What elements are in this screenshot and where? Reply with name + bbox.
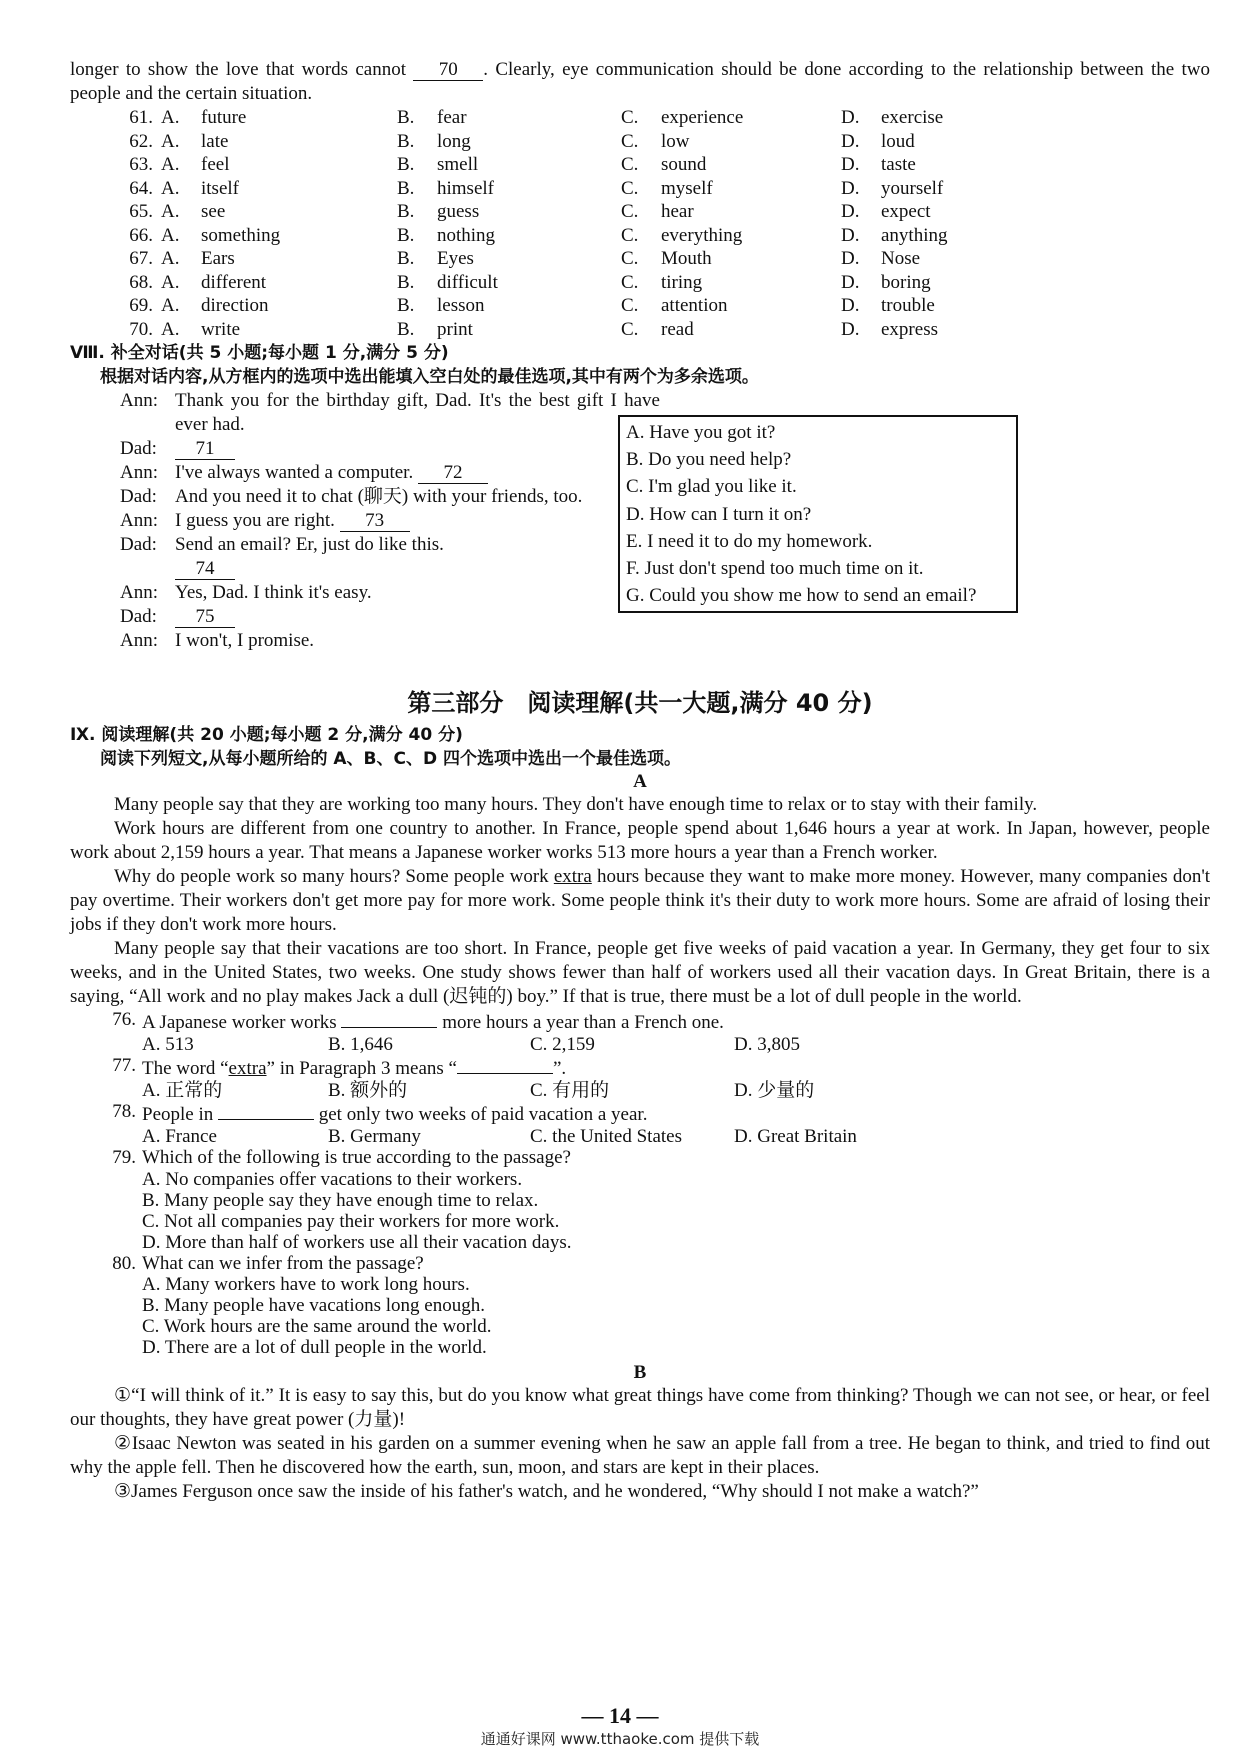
passage-a-paragraph: Work hours are different from one country to another. In France, people spend about 1,646 hours a year at work. In Japan, however, people work about 2,159 hours a year. That means a Japanese worker works 513 more hours a year than a French worker. xyxy=(70,818,1210,863)
part-3-title: 第三部分 阅读理解(共一大题,满分 40 分) xyxy=(407,689,873,717)
dialog-line xyxy=(120,557,660,581)
question-79: 79. Which of the following is true according to the passage? xyxy=(112,1147,571,1168)
dialog-option: B. Do you need help? xyxy=(626,449,792,471)
cloze-options xyxy=(70,106,1210,341)
cloze-option-row: 64. A. itself B. himself C. myself D. yourself xyxy=(129,177,944,199)
blank-70: 70 xyxy=(413,60,483,81)
passage-b-paragraph: ②Isaac Newton was seated in his garden on a summer evening when he saw an apple fall from a tree. He began to think, and tried to find out why the apple fell. Then he discovered how the earth, sun, moon, and stars are kept in their places. xyxy=(70,1433,1210,1478)
section-9-instruction: 阅读下列短文,从每小题所给的 A、B、C、D 四个选项中选出一个最佳选项。 xyxy=(100,749,681,769)
dialog xyxy=(120,389,660,653)
section-8-heading: Ⅷ. 补全对话(共 5 小题;每小题 1 分,满分 5 分) xyxy=(70,343,449,363)
cloze-option-row: 63. A. feel B. smell C. sound D. taste xyxy=(129,154,916,175)
cloze-option-row: 65. A. see B. guess C. hear D. expect xyxy=(129,201,931,222)
dialog-options-box xyxy=(618,415,1018,613)
page-number: — 14 — xyxy=(581,1703,659,1728)
dialog-line: Ann: I guess you are right. 73 xyxy=(120,509,660,533)
passage-b-paragraph: ③James Ferguson once saw the inside of his father's watch, and he wondered, “Why should I not make a watch?” xyxy=(114,1481,979,1502)
answer-blank xyxy=(341,1009,437,1028)
cloze-option-row: 67. A. Ears B. Eyes C. Mouth D. Nose xyxy=(129,248,921,269)
blank-75: 75 xyxy=(175,607,235,628)
question-79-option: A. No companies offer vacations to their workers. xyxy=(142,1168,523,1190)
passage-a-paragraph: Many people say that they are working too many hours. They don't have enough time to relax or to stay with their family. xyxy=(114,794,1038,815)
dialog-line: Dad: Send an email? Er, just do like this. xyxy=(120,534,444,555)
dialog-line: Dad: And you need it to chat (聊天) with your friends, too. xyxy=(120,486,583,507)
questions-a xyxy=(104,1009,1210,1358)
question-80-option: C. Work hours are the same around the world. xyxy=(142,1316,492,1337)
source-watermark: 通通好课网 www.tthaoke.com 提供下载 xyxy=(480,1730,760,1748)
cloze-option-row: 70. A. write B. print C. read D. express xyxy=(129,318,938,340)
dialog-option: F. Just don't spend too much time on it. xyxy=(626,558,924,580)
dialog-option: E. I need it to do my homework. xyxy=(626,530,873,552)
dialog-line: Dad: 71 xyxy=(120,437,660,461)
dialog-line: Dad: 75 xyxy=(120,605,660,629)
dialog-line: Ann: Thank you for the birthday gift, Dad. It's the best gift I have ever had. xyxy=(120,390,660,435)
question-76: 76. A Japanese worker works more hours a year than a French one. xyxy=(112,1009,724,1033)
dialog-line: Ann: I've always wanted a computer. 72 xyxy=(120,461,660,485)
question-79-option: D. More than half of workers use all their vacation days. xyxy=(142,1231,572,1253)
cloze-option-row: 61. A. future B. fear C. experience D. exercise xyxy=(129,107,944,128)
cloze-paragraph-end: longer to show the love that words cannot 70 . Clearly, eye communication should be done according to the relationship between the two people and the certain situation. xyxy=(70,59,1211,104)
blank-72: 72 xyxy=(418,463,488,484)
dialog-line: Ann: I won't, I promise. xyxy=(120,630,315,651)
section-9-heading: Ⅸ. 阅读理解(共 20 小题;每小题 2 分,满分 40 分) xyxy=(70,725,463,745)
cloze-option-row: 68. A. different B. difficult C. tiring D. boring xyxy=(129,271,931,293)
passage-b-label: B xyxy=(633,1362,647,1383)
section-8-instruction: 根据对话内容,从方框内的选项中选出能填入空白处的最佳选项,其中有两个为多余选项。 xyxy=(100,367,759,387)
exam-page xyxy=(70,58,1210,1504)
question-78: 78. People in get only two weeks of paid vacation a year. xyxy=(112,1101,648,1125)
question-80-option: A. Many workers have to work long hours. xyxy=(142,1274,470,1295)
dialog-section xyxy=(70,389,1210,679)
dialog-option: A. Have you got it? xyxy=(626,422,776,443)
blank-71: 71 xyxy=(175,439,235,460)
question-77-options: A. 正常的 B. 额外的 C. 有用的 D. 少量的 xyxy=(142,1079,815,1101)
underlined-word: extra xyxy=(553,866,592,887)
passage-a-paragraph: Why do people work so many hours? Some people work extra hours because they want to make more money. However, many companies don't pay overtime. Their workers don't get more pay for more work. Some people think it's their duty to work more hours. Some are afraid of losing their jobs if they don't work more hours. xyxy=(70,866,1211,935)
question-77: 77. The word “extra” in Paragraph 3 means “ ”. xyxy=(112,1055,567,1079)
question-76-options: A. 513 B. 1,646 C. 2,159 D. 3,805 xyxy=(142,1033,800,1055)
passage-a-label: A xyxy=(633,771,647,792)
answer-blank xyxy=(457,1055,553,1074)
question-78-options: A. France B. Germany C. the United States D. Great Britain xyxy=(142,1125,857,1147)
passage-a-paragraph: Many people say that their vacations are too short. In France, people get five weeks of paid vacation a year. In Germany, they get four to six weeks, and in the United States, two weeks. One study shows fewer than half of workers used all their vacation days. In Great Britain, there is a saying, “All work and no play makes Jack a dull (迟钝的) boy.” If that is true, there must be a lot of dull people in the world. xyxy=(70,938,1210,1007)
question-80-option: B. Many people have vacations long enough. xyxy=(142,1295,485,1316)
question-79-option: B. Many people say they have enough time to relax. xyxy=(142,1189,539,1211)
question-79-option: C. Not all companies pay their workers for more work. xyxy=(142,1210,560,1232)
cloze-option-row: 69. A. direction B. lesson C. attention D. trouble xyxy=(129,295,935,316)
dialog-line: Ann: Yes, Dad. I think it's easy. xyxy=(120,582,372,603)
cloze-option-row: 66. A. something B. nothing C. everything D. anything xyxy=(129,224,948,246)
question-80-option: D. There are a lot of dull people in the world. xyxy=(142,1337,487,1358)
blank-74: 74 xyxy=(175,559,235,580)
dialog-option: G. Could you show me how to send an email? xyxy=(626,585,977,607)
cloze-option-row: 62. A. late B. long C. low D. loud xyxy=(129,130,915,152)
question-80: 80. What can we infer from the passage? xyxy=(112,1252,424,1274)
answer-blank xyxy=(218,1101,314,1120)
dialog-option: C. I'm glad you like it. xyxy=(626,476,797,498)
passage-b-paragraph: ①“I will think of it.” It is easy to say this, but do you know what great things have come from thinking? Though we can not see, or hear, or feel our thoughts, they have great power (力量)! xyxy=(70,1385,1210,1430)
dialog-option: D. How can I turn it on? xyxy=(626,503,812,525)
blank-73: 73 xyxy=(340,511,410,532)
